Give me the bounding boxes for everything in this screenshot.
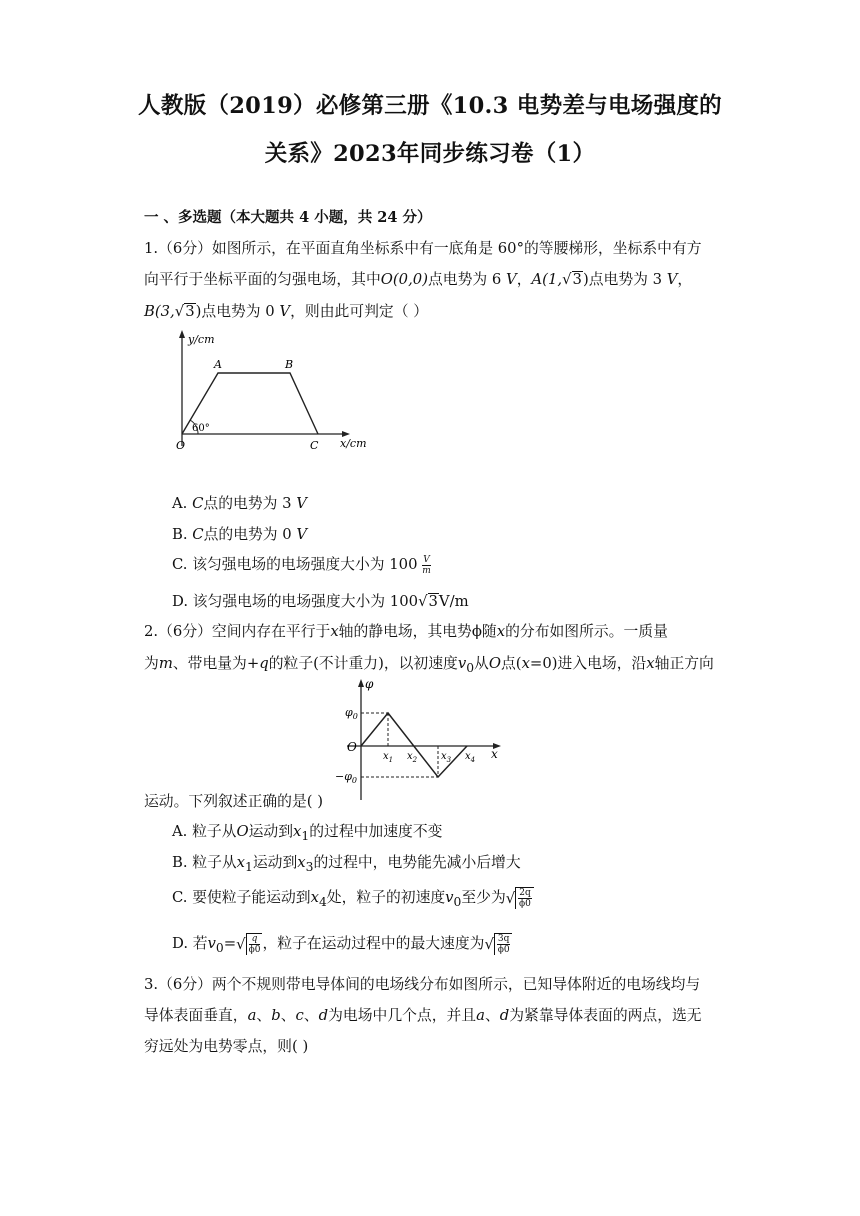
q2-fig-phi-label: φ	[365, 677, 374, 691]
q2-fig-x3: x	[441, 751, 447, 762]
svg-text:x4: $x_4$	[465, 751, 476, 764]
svg-text:x2: $x_2$	[407, 751, 418, 764]
q1-fig-label-c: C	[310, 439, 319, 452]
q1-option-c[interactable]: C. 该匀强电场的电场强度大小为 100 $\frac{V}{m}$	[172, 554, 431, 576]
q1-fig-label-b: B	[285, 358, 294, 371]
q2-option-b[interactable]: B. 粒子从$x_1$运动到$x_3$的过程中，电势能先减小后增大	[172, 854, 521, 874]
q1-stem-line-1: 1.（6分）如图所示，在平面直角坐标系中有一底角是 60°的等腰梯形，坐标系中有方	[144, 240, 702, 257]
svg-text:x3: $x_3$	[441, 751, 452, 764]
q2-option-a[interactable]: A. 粒子从O运动到$x_1$的过程中加速度不变	[172, 823, 443, 843]
svg-text:x1: $x_1$	[383, 751, 394, 764]
q2-fig-x4: x	[465, 751, 471, 762]
q1-fig-label-o: O	[176, 439, 186, 452]
q2-fig-origin: O	[347, 740, 357, 754]
q3-stem-line-3: 穷远处为电势零点，则( )	[144, 1038, 309, 1055]
q2-fig-neg-phi0: −φ	[335, 770, 352, 783]
q1-option-a[interactable]: A. C点的电势为 3 V	[172, 495, 307, 512]
q3-stem-line-1: 3.（6分）两个不规则带电导体间的电场线分布如图所示，已知导体附近的电场线均与	[144, 976, 701, 993]
q1-fig-xlabel: x/cm	[340, 437, 367, 450]
q1-option-b[interactable]: B. C点的电势为 0 V	[172, 526, 308, 543]
q2-stem-line-2: 为m、带电量为+q的粒子(不计重力)，以初速度$v_0$从O点(x=0)进入电场，沿x轴正方向	[144, 655, 714, 675]
q1-fig-ylabel: y/cm	[188, 333, 215, 346]
section-heading: 一 、多选题（本大题共 4 小题，共 24 分）	[144, 209, 432, 226]
q1-option-d[interactable]: D. 该匀强电场的电场强度大小为 100√3V/m	[172, 593, 469, 610]
q2-fig-x1: x	[383, 751, 389, 762]
q2-potential-figure	[335, 676, 510, 802]
svg-text:φ0: $\varphi_0$	[345, 706, 358, 721]
q1-trapezoid-figure	[168, 328, 383, 458]
q2-fig-phi0: φ	[345, 706, 353, 719]
q2-fig-x2: x	[407, 751, 413, 762]
q3-stem-line-2: 导体表面垂直，a、b、c、d为电场中几个点，并且a、d为紧靠导体表面的两点，选无	[144, 1007, 702, 1024]
document-title-line-1: 人教版（2019）必修第三册《10.3 电势差与电场强度的	[138, 93, 722, 119]
q1-fig-label-a: A	[214, 358, 222, 371]
q2-fig-x-axis: x	[491, 747, 498, 761]
q2-stem-line-1: 2.（6分）空间内存在平行于x轴的静电场，其电势ϕ随x的分布如图所示。一质量	[144, 623, 668, 640]
q1-stem-line-2: 向平行于坐标平面的匀强电场，其中O(0,0)点电势为 6 V，A(1,√3)点电势为 3 V，	[144, 271, 693, 288]
svg-text:−φ0: $-\varphi_0$	[335, 770, 358, 785]
q1-stem-line-3: B(3,√3)点电势为 0 V，则由此可判定（ ）	[144, 303, 428, 320]
q2-option-c[interactable]: C. 要使粒子能运动到$x_4$处，粒子的初速度$v_0$至少为√ $\frac{2q}{\phi 0}$	[172, 886, 534, 909]
q2-option-d[interactable]: D. 若$v_0=√$ $\frac{q}{\phi 0}$ ，粒子在运动过程中的最大速度为√ $\frac{3q}{\phi 0}$	[172, 932, 512, 955]
q2-stem-line-3: 运动。下列叙述正确的是( )	[144, 793, 324, 810]
q1-fig-angle: 60°	[192, 423, 210, 434]
document-title-line-2: 关系》2023年同步练习卷（1）	[264, 141, 596, 167]
